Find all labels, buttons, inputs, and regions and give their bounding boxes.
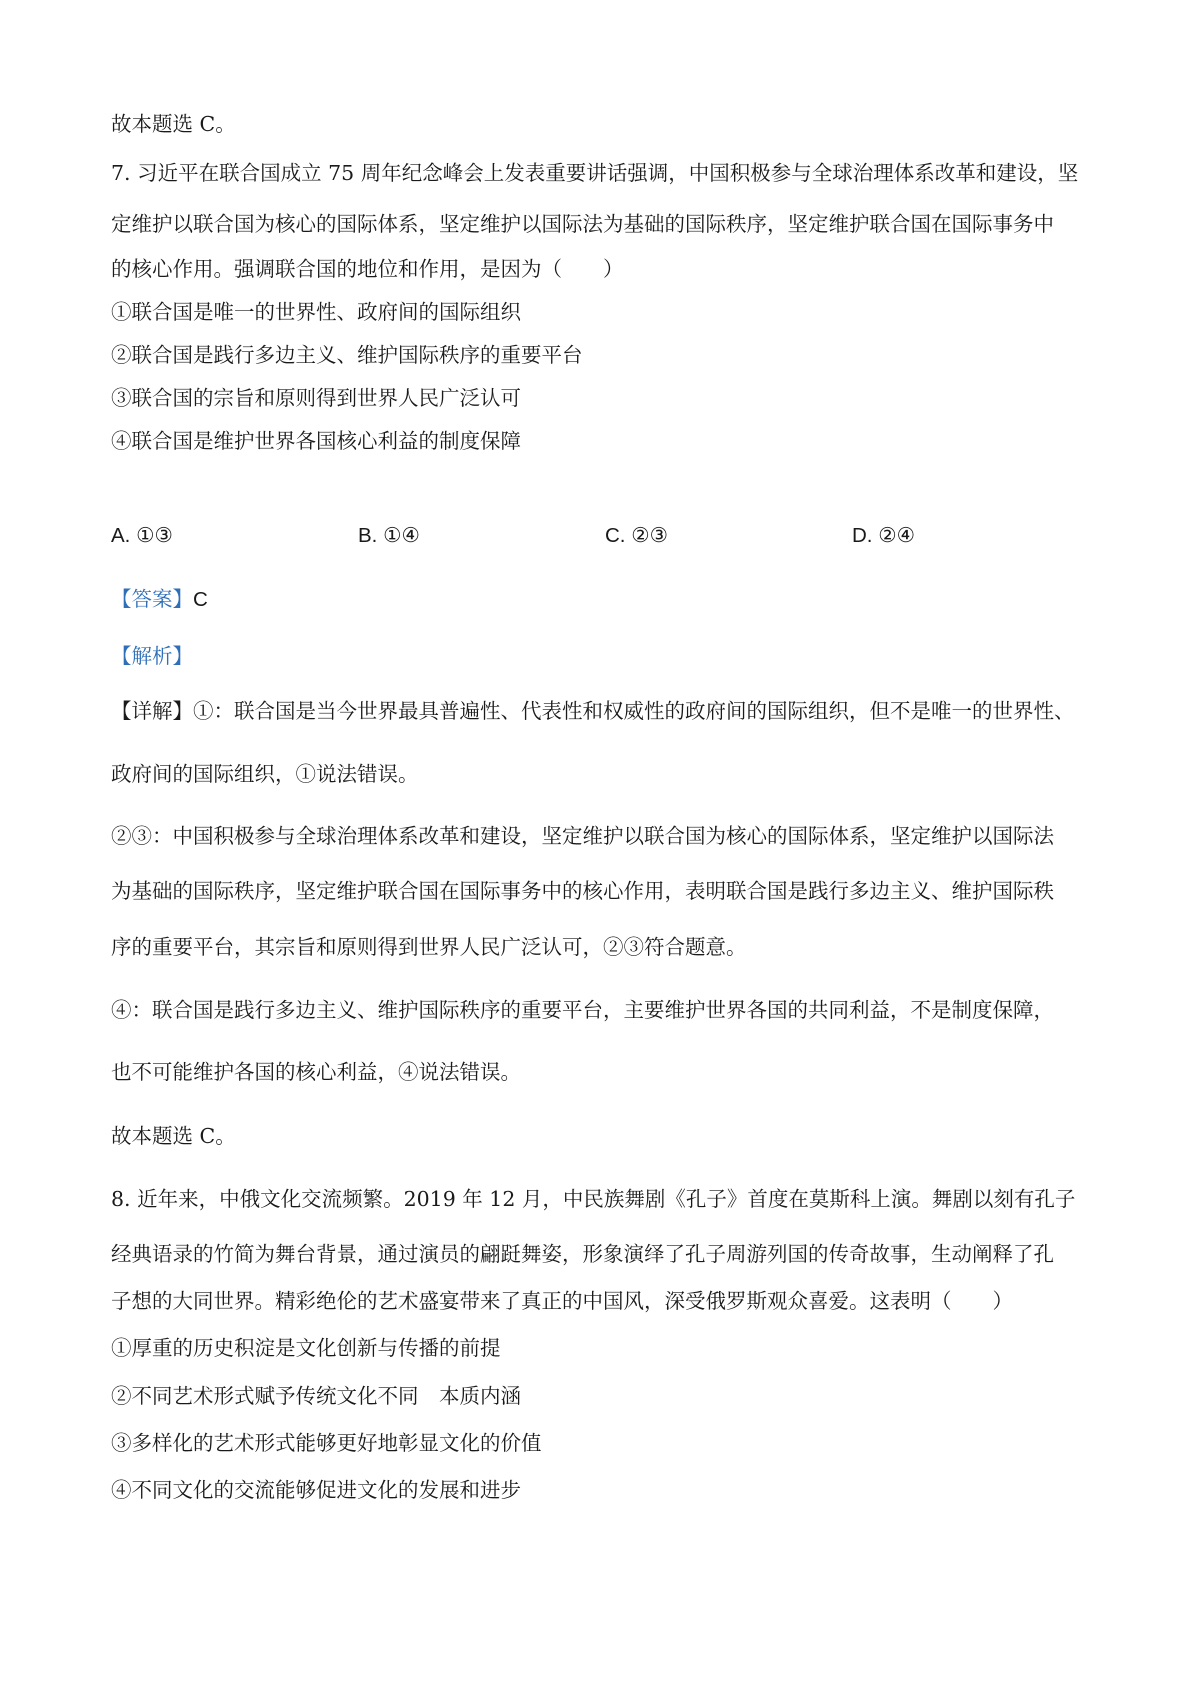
q7-stem-line: 定维护以联合国为核心的国际体系，坚定维护以国际法为基础的国际秩序，坚定维护联合国在国际事务中: [111, 212, 1054, 236]
q7-detail-line: 序的重要平台，其宗旨和原则得到世界人民广泛认可，②③符合题意。: [111, 935, 747, 959]
q7-stem-line: 的核心作用。强调联合国的地位和作用，是因为（ ）: [111, 257, 624, 281]
q7-statement: ④联合国是维护世界各国核心利益的制度保障: [111, 429, 521, 453]
q8-statement: ④不同文化的交流能够促进文化的发展和进步: [111, 1478, 521, 1502]
q7-detail-line: 为基础的国际秩序，坚定维护联合国在国际事务中的核心作用，表明联合国是践行多边主义、维护国际秩: [111, 879, 1054, 903]
q8-stem-line: 8. 近年来，中俄文化交流频繁。2019 年 12 月，中民族舞剧《孔子》首度在莫斯科上演。舞剧以刻有孔子: [111, 1187, 1076, 1211]
q7-stem-line: 7. 习近平在联合国成立 75 周年纪念峰会上发表重要讲话强调，中国积极参与全球治理体系改革和建设，坚: [111, 161, 1079, 185]
q8-stem-line: 子想的大同世界。精彩绝伦的艺术盛宴带来了真正的中国风，深受俄罗斯观众喜爱。这表明（ ）: [111, 1289, 1013, 1313]
q7-detail-line: 【详解】①：联合国是当今世界最具普遍性、代表性和权威性的政府间的国际组织，但不是唯一的世界性、: [111, 699, 1075, 723]
q7-conclusion: 故本题选 C。: [111, 1124, 236, 1148]
q7-option-b: B. ①④: [358, 524, 420, 547]
q7-analysis-tag: 【解析】: [111, 644, 193, 668]
q7-detail-line: 政府间的国际组织，①说法错误。: [111, 762, 419, 786]
q7-statement: ①联合国是唯一的世界性、政府间的国际组织: [111, 300, 521, 324]
answer-tag: 【答案】: [111, 587, 193, 611]
q8-statement: ②不同艺术形式赋予传统文化不同 本质内涵: [111, 1384, 521, 1408]
q7-statement: ②联合国是践行多边主义、维护国际秩序的重要平台: [111, 343, 583, 367]
q7-detail-line: ④：联合国是践行多边主义、维护国际秩序的重要平台，主要维护世界各国的共同利益，不是制度保障，: [111, 998, 1054, 1022]
q7-statement: ③联合国的宗旨和原则得到世界人民广泛认可: [111, 386, 521, 410]
prev-conclusion: 故本题选 C。: [111, 112, 236, 136]
q8-stem-line: 经典语录的竹简为舞台背景，通过演员的翩跹舞姿，形象演绎了孔子周游列国的传奇故事，生动阐释了孔: [111, 1242, 1054, 1266]
q7-option-d: D. ②④: [852, 524, 915, 547]
q8-statement: ①厚重的历史积淀是文化创新与传播的前提: [111, 1336, 501, 1360]
q7-detail-line: 也不可能维护各国的核心利益，④说法错误。: [111, 1060, 521, 1084]
q7-answer: [111, 585, 208, 614]
q7-detail-line: ②③：中国积极参与全球治理体系改革和建设，坚定维护以联合国为核心的国际体系，坚定维护以国际法: [111, 824, 1054, 848]
answer-value: C: [193, 588, 208, 611]
q7-option-a: A. ①③: [111, 524, 173, 547]
q7-option-c: C. ②③: [605, 524, 668, 547]
q8-statement: ③多样化的艺术形式能够更好地彰显文化的价值: [111, 1431, 542, 1455]
